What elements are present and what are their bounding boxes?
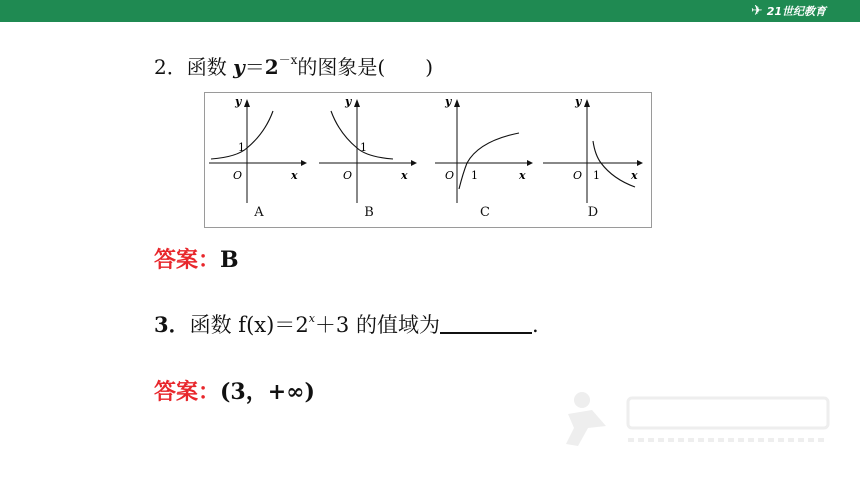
question-2-stem-prefix: 函数	[186, 55, 234, 79]
question-2-close-paren: )	[425, 55, 434, 79]
graph-a-x-label: x	[291, 169, 298, 182]
graph-option-b	[317, 93, 421, 227]
answer-2-label: 答案：	[154, 379, 221, 405]
graph-c-origin: O	[445, 169, 455, 182]
question-3-number: 3．	[154, 312, 190, 337]
watermark-logo	[548, 384, 838, 454]
graph-d-mark: 1	[593, 169, 600, 182]
question-2-number: 2．	[154, 55, 187, 79]
graph-b-mark: 1	[360, 141, 367, 154]
question-3-end: .	[531, 313, 539, 337]
graph-a-mark: 1	[238, 141, 245, 154]
graph-b-y-label: y	[345, 95, 352, 108]
answer-1-value: B	[220, 247, 239, 273]
graph-b-x-label: x	[401, 169, 408, 182]
graph-c-label: C	[480, 205, 490, 220]
brand-logo	[751, 2, 826, 20]
graph-options-panel	[204, 92, 652, 228]
question-2	[154, 47, 433, 80]
graph-b-origin: O	[343, 169, 353, 182]
graph-c-mark: 1	[471, 169, 478, 182]
graph-d-x-label: x	[631, 169, 638, 182]
graph-d-y-label: y	[575, 95, 582, 108]
question-3-stem-middle: ＋3 的值域为	[314, 313, 440, 337]
brand-logo-text: 21世纪教育	[766, 5, 826, 18]
graph-option-c	[433, 93, 537, 227]
graph-c-x-label: x	[519, 169, 526, 182]
question-3-exponent: x	[308, 312, 315, 325]
question-2-exponent: －x	[278, 53, 298, 67]
graph-c-y-label: y	[445, 95, 452, 108]
graph-a-origin: O	[233, 169, 243, 182]
runner-icon: ✈	[750, 3, 763, 19]
question-3-base: 2	[295, 313, 309, 337]
question-2-stem-suffix: 的图象是(	[297, 55, 386, 79]
question-2-equals: ＝	[244, 55, 265, 79]
answer-1	[154, 246, 239, 274]
question-2-var-y: y	[233, 55, 245, 79]
graph-option-d	[541, 93, 645, 227]
question-3	[154, 306, 539, 338]
answer-2	[154, 378, 315, 406]
graph-d-label: D	[587, 205, 599, 220]
graph-a-y-label: y	[235, 95, 242, 108]
graph-d-origin: O	[573, 169, 583, 182]
question-2-base: 2	[264, 55, 279, 79]
question-3-stem-prefix: 函数 f(x)＝	[189, 313, 296, 337]
answer-1-label: 答案：	[154, 247, 221, 273]
answer-2-value: (3，+∞)	[220, 379, 315, 405]
answer-blank	[440, 314, 532, 334]
top-banner	[0, 0, 860, 22]
graph-option-a	[207, 93, 311, 227]
graph-a-label: A	[254, 205, 264, 220]
graph-b-label: B	[364, 205, 374, 220]
